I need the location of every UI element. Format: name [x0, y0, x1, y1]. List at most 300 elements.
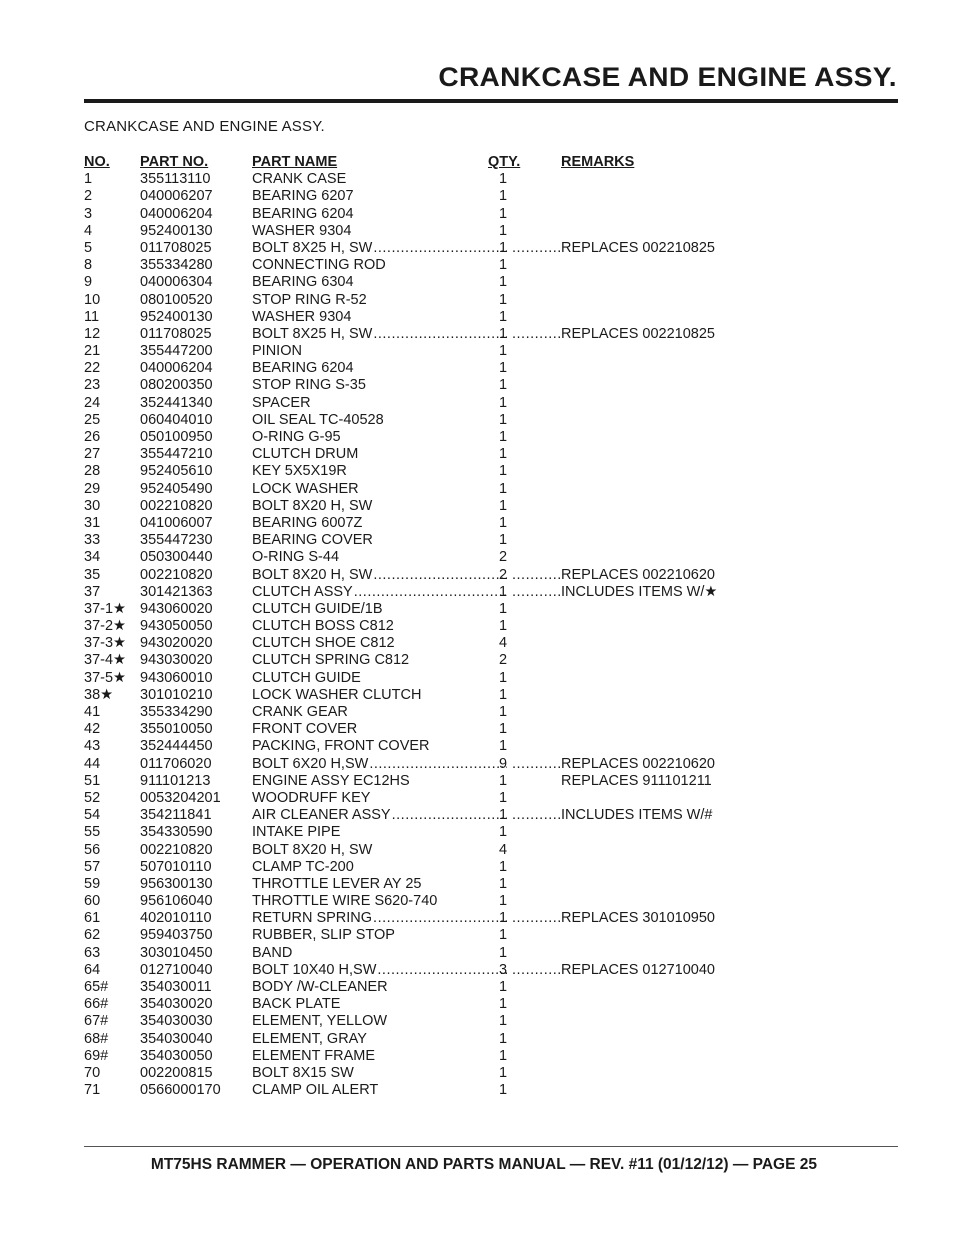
part-number: 355447210 [140, 446, 213, 463]
table-row [84, 292, 784, 309]
part-name: CLAMP TC-200 [252, 858, 354, 875]
part-name-leader [252, 756, 508, 773]
column-header-remarks: REMARKS [561, 154, 635, 170]
part-number: 080100520 [140, 291, 213, 308]
part-name: WASHER 9304 [252, 308, 352, 325]
part-qty: 1 [499, 222, 508, 239]
table-row [84, 670, 784, 687]
part-qty: 1 [499, 239, 508, 256]
part-number: 354030040 [140, 1030, 213, 1047]
part-number: 956300130 [140, 875, 213, 892]
part-number: 959403750 [140, 927, 213, 944]
part-name: ELEMENT FRAME [252, 1047, 376, 1064]
table-row [84, 326, 784, 343]
part-name: BOLT 8X25 H, SW [252, 239, 373, 256]
part-qty: 1 [499, 669, 508, 686]
part-number: 0053204201 [140, 789, 221, 806]
part-number-index: 28 [84, 463, 101, 480]
part-name: PINION [252, 343, 302, 360]
part-number: 354330590 [140, 824, 213, 841]
part-number: 354030050 [140, 1047, 213, 1064]
table-row [84, 756, 784, 773]
part-qty: 1 [499, 377, 508, 394]
part-name-leader [252, 584, 508, 601]
part-qty: 1 [499, 446, 508, 463]
part-qty: 1 [499, 618, 508, 635]
part-number: 041006007 [140, 514, 213, 531]
part-name: CLUTCH GUIDE/1B [252, 600, 383, 617]
part-number: 943060010 [140, 669, 213, 686]
part-name: WOODRUFF KEY [252, 789, 371, 806]
table-row [84, 206, 784, 223]
table-row [84, 549, 784, 566]
part-qty: 1 [499, 875, 508, 892]
part-number-index: 52 [84, 789, 101, 806]
part-name: SPACER [252, 394, 311, 411]
part-number-index: 59 [84, 875, 101, 892]
part-remarks: REPLACES 012710040 [561, 961, 715, 978]
part-qty: 1 [499, 274, 508, 291]
table-row [84, 927, 784, 944]
table-row [84, 910, 784, 927]
table-row [84, 1065, 784, 1082]
part-qty: 1 [499, 480, 508, 497]
part-name: O-RING G-95 [252, 429, 341, 445]
part-qty: 1 [499, 927, 508, 944]
part-number-index: 1 [84, 171, 93, 188]
part-qty: 1 [499, 411, 508, 428]
part-number-index: 33 [84, 532, 101, 549]
part-number: 943030020 [140, 652, 213, 669]
table-row [84, 532, 784, 549]
part-qty: 1 [499, 514, 508, 531]
part-name: CLUTCH BOSS C812 [252, 618, 394, 635]
part-name: ENGINE ASSY EC12HS [252, 772, 410, 789]
page-title: CRANKCASE AND ENGINE ASSY. [438, 62, 897, 92]
part-number-index: 9 [84, 274, 93, 291]
part-number: 952405610 [140, 463, 213, 480]
part-number-index: 21 [84, 343, 101, 360]
column-header-qty: QTY. [488, 154, 521, 170]
part-qty: 1 [499, 686, 508, 703]
part-number-index: 27 [84, 446, 101, 463]
part-number: 952400130 [140, 308, 213, 325]
part-number-index: 29 [84, 480, 101, 497]
table-row [84, 515, 784, 532]
part-number-index: 69# [84, 1047, 109, 1064]
table-row [84, 240, 784, 257]
part-qty: 1 [499, 600, 508, 617]
part-number-index: 8 [84, 257, 93, 274]
part-number: 011706020 [140, 755, 212, 772]
table-row [84, 687, 784, 704]
part-number-index: 35 [84, 566, 101, 583]
part-qty: 1 [499, 704, 508, 720]
part-name-leader [252, 910, 508, 927]
part-qty: 1 [499, 429, 508, 445]
part-qty: 1 [499, 205, 508, 222]
part-remarks: REPLACES 911101211 [561, 772, 712, 789]
part-number-index: 51 [84, 772, 101, 789]
table-row [84, 377, 784, 394]
part-name: LOCK WASHER [252, 480, 359, 497]
table-row [84, 343, 784, 360]
table-row [84, 738, 784, 755]
part-number-index: 3 [84, 205, 93, 222]
remarks-dot-leader [512, 567, 560, 584]
part-name: CRANK CASE [252, 171, 347, 188]
part-number-index: 37-2★ [84, 618, 127, 635]
column-header-part-no: PART NO. [140, 154, 209, 170]
part-name: BOLT 8X25 H, SW [252, 325, 373, 342]
remarks-dot-leader [512, 756, 560, 773]
part-qty: 1 [499, 1030, 508, 1047]
part-name: BAND [252, 944, 293, 961]
part-number: 355010050 [140, 721, 213, 738]
part-number: 301421363 [140, 583, 213, 600]
part-number-index: 37-3★ [84, 635, 127, 652]
table-row [84, 790, 784, 807]
table-row [84, 481, 784, 498]
part-qty: 1 [499, 583, 508, 600]
part-name: PACKING, FRONT COVER [252, 738, 430, 755]
part-number-index: 23 [84, 377, 101, 394]
part-qty: 1 [499, 308, 508, 325]
part-number: 303010450 [140, 944, 213, 961]
part-number: 507010110 [140, 858, 212, 875]
table-row [84, 188, 784, 205]
table-row [84, 962, 784, 979]
part-qty: 1 [499, 789, 508, 806]
part-number: 943060020 [140, 600, 213, 617]
part-qty: 1 [499, 343, 508, 360]
part-name: BODY /W-CLEANER [252, 979, 388, 995]
column-header-part-name: PART NAME [252, 154, 338, 170]
table-row [84, 223, 784, 240]
part-qty: 2 [499, 549, 508, 566]
part-name: ELEMENT, GRAY [252, 1030, 367, 1047]
table-row [84, 257, 784, 274]
remarks-dot-leader [512, 326, 560, 343]
part-number-index: 34 [84, 549, 101, 566]
part-qty: 1 [499, 738, 508, 755]
part-number: 011708025 [140, 239, 212, 256]
part-qty: 1 [499, 807, 508, 824]
table-row [84, 1031, 784, 1048]
part-number: 040006304 [140, 274, 213, 291]
part-remarks: REPLACES 301010950 [561, 910, 715, 927]
part-remarks: INCLUDES ITEMS W/# [561, 807, 713, 824]
part-number: 080200350 [140, 377, 213, 394]
part-qty: 1 [499, 325, 508, 342]
table-row [84, 635, 784, 652]
part-number-index: 61 [84, 910, 101, 927]
table-row [84, 859, 784, 876]
part-number: 352441340 [140, 394, 213, 411]
part-number: 402010110 [140, 910, 212, 927]
table-row [84, 704, 784, 721]
part-qty: 1 [499, 463, 508, 480]
part-name: CLAMP OIL ALERT [252, 1082, 379, 1099]
part-number-index: 41 [84, 704, 101, 720]
part-number-index: 57 [84, 858, 101, 875]
part-number: 943020020 [140, 635, 213, 652]
part-name: STOP RING R-52 [252, 291, 367, 308]
part-name: BEARING 6007Z [252, 514, 363, 531]
part-number-index: 5 [84, 239, 93, 256]
part-number: 355447230 [140, 532, 213, 549]
part-number: 060404010 [140, 411, 213, 428]
part-qty: 1 [499, 497, 508, 514]
part-number-index: 70 [84, 1064, 101, 1081]
part-qty: 9 [499, 755, 508, 772]
part-qty: 1 [499, 394, 508, 411]
part-number-index: 37 [84, 583, 101, 600]
part-number-index: 31 [84, 514, 101, 531]
part-name-leader [252, 240, 508, 257]
table-row [84, 360, 784, 377]
part-qty: 1 [499, 1047, 508, 1064]
part-number-index: 55 [84, 824, 101, 841]
table-row [84, 876, 784, 893]
table-row [84, 824, 784, 841]
table-row [84, 601, 784, 618]
part-remarks: REPLACES 002210620 [561, 566, 715, 583]
remarks-dot-leader [512, 962, 560, 979]
part-remarks: REPLACES 002210825 [561, 239, 715, 256]
table-row [84, 1048, 784, 1065]
part-name: BOLT 8X20 H, SW [252, 566, 373, 583]
part-name: BACK PLATE [252, 996, 341, 1013]
part-number: 002210820 [140, 841, 213, 858]
dot-leader [392, 807, 507, 824]
part-number: 952400130 [140, 222, 213, 239]
part-number: 002210820 [140, 566, 213, 583]
part-name-leader [252, 807, 508, 824]
part-name: BEARING 6304 [252, 274, 354, 291]
part-number-index: 60 [84, 893, 101, 910]
part-number-index: 37-5★ [84, 669, 127, 686]
table-row [84, 996, 784, 1013]
table-row [84, 979, 784, 996]
section-subtitle: CRANKCASE AND ENGINE ASSY. [84, 118, 325, 135]
table-row [84, 309, 784, 326]
part-name: OIL SEAL TC-40528 [252, 411, 384, 428]
part-qty: 4 [499, 635, 508, 652]
part-number-index: 64 [84, 961, 101, 978]
part-qty: 3 [499, 961, 508, 978]
part-number-index: 71 [84, 1082, 101, 1099]
part-number-index: 37-4★ [84, 652, 127, 669]
remarks-dot-leader [512, 240, 560, 257]
dot-leader [373, 567, 507, 584]
part-remarks: REPLACES 002210825 [561, 325, 715, 342]
part-qty: 1 [499, 1082, 508, 1099]
part-number-index: 66# [84, 996, 109, 1013]
part-name: CLUTCH SHOE C812 [252, 635, 395, 652]
part-number-index: 44 [84, 755, 101, 772]
part-number: 355113110 [140, 171, 211, 188]
part-name: CLUTCH SPRING C812 [252, 652, 410, 669]
part-name: RUBBER, SLIP STOP [252, 927, 395, 944]
part-remarks: INCLUDES ITEMS W/★ [561, 583, 718, 600]
part-number: 301010210 [140, 686, 213, 703]
part-number-index: 68# [84, 1030, 109, 1047]
part-qty: 1 [499, 996, 508, 1013]
part-number-index: 2 [84, 188, 93, 205]
part-name: BEARING 6204 [252, 360, 354, 377]
part-number-index: 63 [84, 944, 101, 961]
part-number-index: 54 [84, 807, 101, 824]
part-name-leader [252, 962, 508, 979]
part-number: 002210820 [140, 497, 213, 514]
part-name: LOCK WASHER CLUTCH [252, 686, 422, 703]
part-name: BOLT 10X40 H,SW [252, 961, 377, 978]
part-qty: 1 [499, 944, 508, 961]
table-row [84, 1082, 784, 1099]
part-number-index: 38★ [84, 686, 114, 703]
part-number-index: 67# [84, 1013, 109, 1030]
part-qty: 1 [499, 772, 508, 789]
column-header-no: NO. [84, 154, 110, 170]
dot-leader [369, 756, 507, 773]
part-number-index: 22 [84, 360, 101, 377]
part-number: 354211841 [140, 807, 212, 824]
part-name: BOLT 6X20 H,SW [252, 755, 369, 772]
part-name: BOLT 8X20 H, SW [252, 841, 373, 858]
part-name: BEARING 6204 [252, 205, 354, 222]
part-qty: 1 [499, 979, 508, 995]
table-row [84, 1013, 784, 1030]
table-row [84, 567, 784, 584]
part-number-index: 37-1★ [84, 600, 127, 617]
part-number: 354030020 [140, 996, 213, 1013]
part-qty: 1 [499, 532, 508, 549]
part-qty: 1 [499, 910, 508, 927]
part-qty: 1 [499, 188, 508, 205]
part-name: CONNECTING ROD [252, 257, 386, 274]
part-qty: 2 [499, 652, 508, 669]
part-number: 911101213 [140, 772, 211, 789]
table-row [84, 429, 784, 446]
part-number: 943050050 [140, 618, 213, 635]
remarks-dot-leader [512, 807, 560, 824]
part-name: CLUTCH DRUM [252, 446, 359, 463]
part-name: INTAKE PIPE [252, 824, 341, 841]
part-name: THROTTLE LEVER AY 25 [252, 875, 422, 892]
part-name: WASHER 9304 [252, 222, 352, 239]
table-row [84, 274, 784, 291]
part-qty: 1 [499, 171, 508, 188]
part-number: 354030030 [140, 1013, 213, 1030]
dot-leader [354, 584, 507, 601]
part-name: FRONT COVER [252, 721, 358, 738]
part-name: BEARING COVER [252, 532, 373, 549]
part-number: 012710040 [140, 961, 213, 978]
part-number-index: 56 [84, 841, 101, 858]
part-qty: 1 [499, 360, 508, 377]
table-row [84, 721, 784, 738]
table-row [84, 773, 784, 790]
table-row [84, 584, 784, 601]
part-name: O-RING S-44 [252, 549, 340, 566]
part-name: KEY 5X5X19R [252, 463, 347, 480]
part-name: STOP RING S-35 [252, 377, 366, 394]
part-number-index: 4 [84, 222, 93, 239]
dot-leader [377, 962, 507, 979]
part-number: 050100950 [140, 429, 213, 445]
part-name: CLUTCH ASSY [252, 583, 353, 600]
part-number-index: 25 [84, 411, 101, 428]
part-number-index: 10 [84, 291, 101, 308]
part-number-index: 62 [84, 927, 101, 944]
part-qty: 1 [499, 1064, 508, 1081]
part-number: 952405490 [140, 480, 213, 497]
part-number-index: 26 [84, 429, 101, 445]
dot-leader [373, 910, 507, 927]
table-row [84, 618, 784, 635]
footer-rule [84, 1146, 898, 1147]
table-row [84, 446, 784, 463]
table-row [84, 893, 784, 910]
remarks-dot-leader [512, 910, 560, 927]
part-name: AIR CLEANER ASSY [252, 807, 391, 824]
part-number: 355334290 [140, 704, 213, 720]
table-row [84, 807, 784, 824]
part-number: 011708025 [140, 325, 212, 342]
page-footer: MT75HS RAMMER — OPERATION AND PARTS MANUAL — REV. #11 (01/12/12) — PAGE 25 [150, 1156, 817, 1173]
part-number: 355334280 [140, 257, 213, 274]
header-rule [84, 99, 898, 103]
part-number: 040006204 [140, 205, 213, 222]
table-row [84, 463, 784, 480]
part-remarks: REPLACES 002210620 [561, 755, 715, 772]
dot-leader [373, 240, 507, 257]
table-row [84, 945, 784, 962]
part-name: CLUTCH GUIDE [252, 669, 361, 686]
part-qty: 2 [499, 566, 508, 583]
table-row [84, 498, 784, 515]
part-number: 002200815 [140, 1064, 213, 1081]
part-number: 956106040 [140, 893, 213, 910]
part-number-index: 24 [84, 394, 101, 411]
part-qty: 4 [499, 841, 508, 858]
part-number-index: 42 [84, 721, 101, 738]
part-name: BOLT 8X20 H, SW [252, 497, 373, 514]
part-name-leader [252, 326, 508, 343]
part-name: ELEMENT, YELLOW [252, 1013, 388, 1030]
part-name: BEARING 6207 [252, 188, 354, 205]
table-row [84, 412, 784, 429]
part-number-index: 12 [84, 325, 101, 342]
part-qty: 1 [499, 858, 508, 875]
part-number: 0566000170 [140, 1082, 221, 1099]
dot-leader [373, 326, 507, 343]
part-qty: 1 [499, 721, 508, 738]
parts-list-header [84, 154, 784, 171]
remarks-dot-leader [512, 584, 560, 601]
part-number: 352444450 [140, 738, 213, 755]
part-number: 040006204 [140, 360, 213, 377]
table-row [84, 395, 784, 412]
part-number-index: 43 [84, 738, 101, 755]
part-name: CRANK GEAR [252, 704, 348, 720]
part-number-index: 65# [84, 979, 109, 995]
part-number: 050300440 [140, 549, 213, 566]
part-number: 354030011 [140, 979, 212, 995]
part-qty: 1 [499, 893, 508, 910]
part-number: 040006207 [140, 188, 213, 205]
